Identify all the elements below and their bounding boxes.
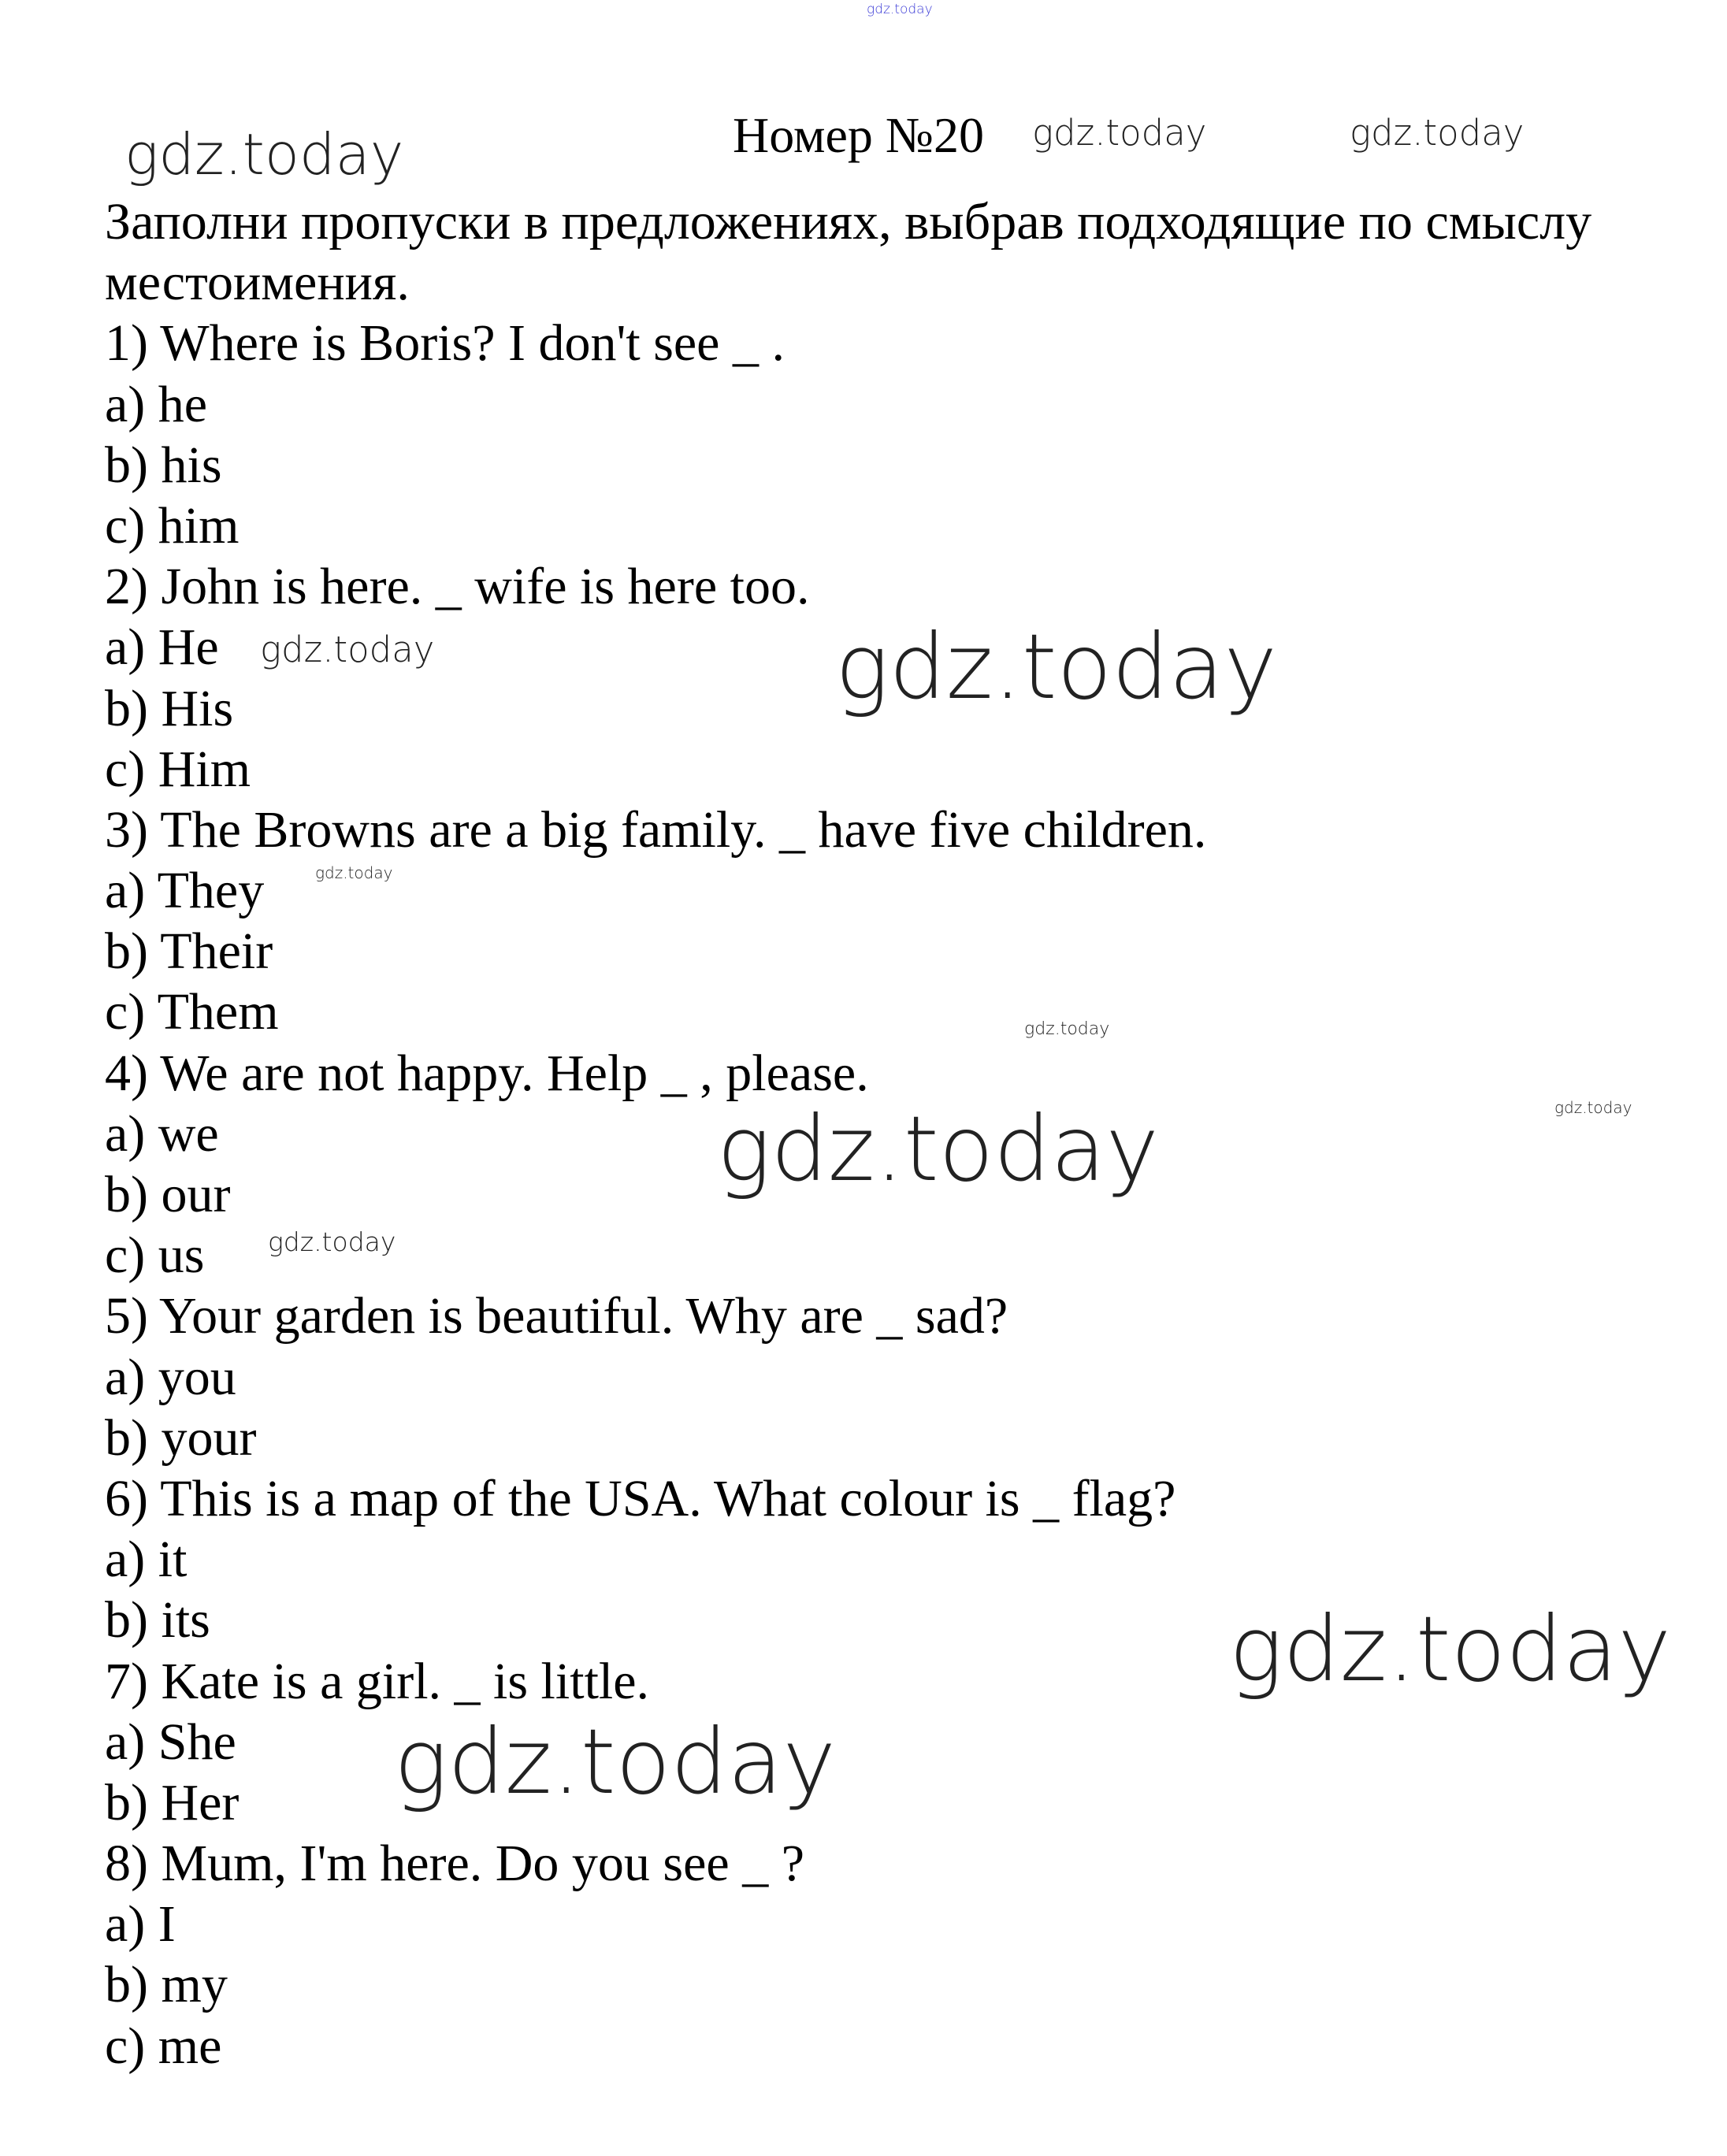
watermark: gdz.today (1032, 112, 1207, 154)
answer-option: b) my (105, 1956, 228, 2014)
instruction-text: местоимения. (105, 254, 410, 312)
question-text: 5) Your garden is beautiful. Why are _ sad? (105, 1287, 1008, 1345)
watermark: gdz.today (1554, 1098, 1632, 1117)
watermark: gdz.today (268, 1226, 396, 1257)
answer-option: b) Her (105, 1773, 240, 1831)
question-text: 7) Kate is a girl. _ is little. (105, 1652, 650, 1710)
page-title: Номер №20 (733, 107, 984, 163)
question-text: 1) Where is Boris? I don't see _ . (105, 314, 785, 373)
answer-option: a) you (105, 1348, 236, 1406)
instruction-text: Заполни пропуски в предложениях, выбрав подходящие по смыслу (105, 193, 1592, 250)
answer-option: a) They (105, 862, 265, 920)
answer-option: a) we (105, 1104, 219, 1163)
question-text: 2) John is here. _ wife is here too. (105, 558, 810, 616)
answer-option: b) your (105, 1408, 257, 1467)
answer-option: c) me (105, 2017, 222, 2075)
watermark: gdz.today (124, 121, 404, 187)
question-text: 4) We are not happy. Help _ , please. (105, 1044, 869, 1102)
watermark: gdz.today (1350, 112, 1525, 154)
watermark: gdz.today (867, 2, 933, 17)
answer-option: a) She (105, 1713, 236, 1771)
answer-option: a) it (105, 1531, 188, 1589)
answer-option: b) Their (105, 922, 273, 981)
question-text: 3) The Browns are a big family. _ have five children. (105, 800, 1207, 859)
answer-option: a) He (105, 618, 219, 677)
answer-option: a) he (105, 375, 208, 433)
watermark: gdz.today (1229, 1597, 1671, 1701)
watermark: gdz.today (260, 629, 435, 670)
answer-option: a) I (105, 1895, 176, 1954)
answer-option: c) us (105, 1226, 205, 1285)
watermark: gdz.today (1024, 1019, 1110, 1039)
question-text: 6) This is a map of the USA. What colour is _ flag? (105, 1469, 1176, 1527)
answer-option: b) its (105, 1591, 210, 1649)
answer-option: b) his (105, 436, 222, 494)
watermark: gdz.today (315, 863, 393, 882)
watermark: gdz.today (394, 1709, 836, 1814)
answer-option: c) Them (105, 983, 279, 1041)
question-text: 8) Mum, I'm here. Do you see _ ? (105, 1835, 805, 1893)
answer-option: c) him (105, 496, 240, 555)
answer-option: b) His (105, 679, 234, 737)
watermark: gdz.today (835, 614, 1277, 719)
watermark: gdz.today (717, 1097, 1159, 1201)
answer-option: c) Him (105, 740, 251, 798)
answer-option: b) our (105, 1166, 231, 1223)
